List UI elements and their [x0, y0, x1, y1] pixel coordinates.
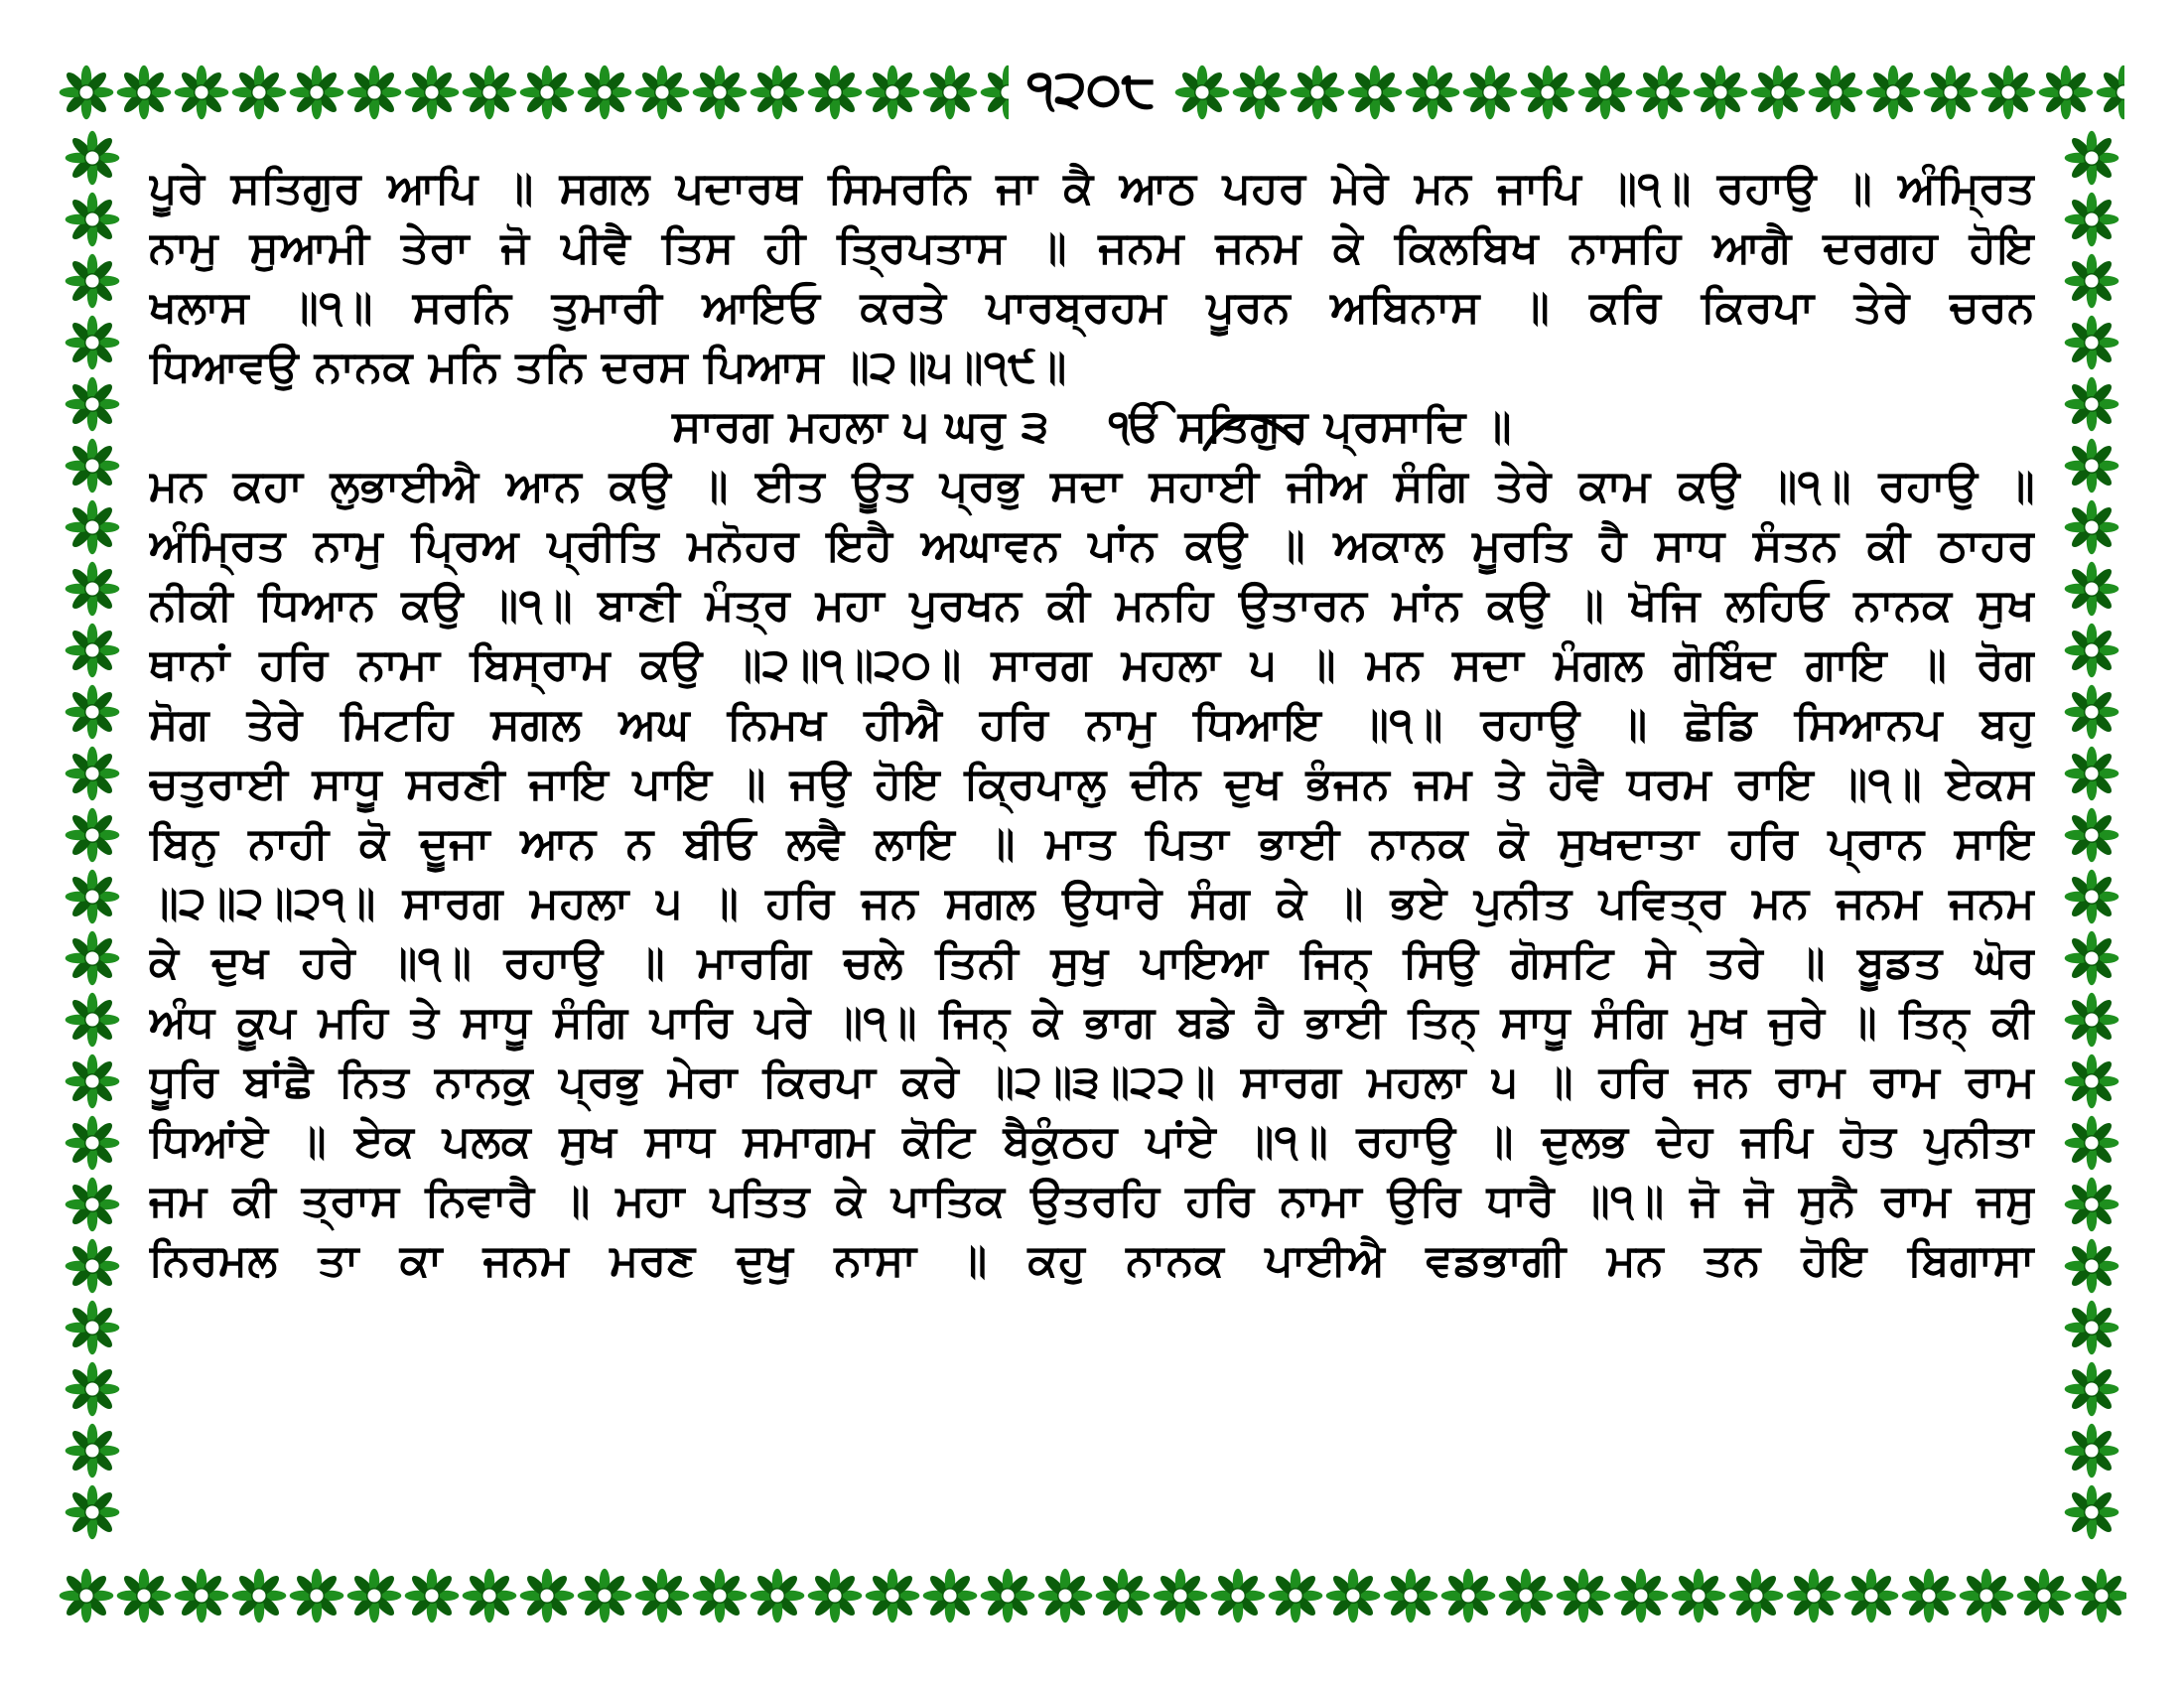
flower-icon — [808, 1569, 863, 1623]
flower-icon — [1924, 66, 1979, 120]
flower-icon — [2065, 685, 2119, 740]
flower-icon — [1233, 66, 1288, 120]
flower-icon — [2065, 931, 2119, 986]
flower-icon — [175, 66, 229, 120]
flower-icon — [2075, 1569, 2126, 1623]
text-line: ਖਲਾਸ ॥੧॥ ਸਰਨਿ ਤੁਮਾਰੀ ਆਇਓ ਕਰਤੇ ਪਾਰਬ੍ਰਹਮ ਪੂਰਨ ਅਬਿਨਾਸ ॥ ਕਰਿ ਕਿਰਪਾ ਤੇਰੇ ਚਰਨ — [149, 282, 2035, 333]
flower-icon — [2065, 562, 2119, 617]
left-floral-border — [58, 127, 127, 1561]
flower-icon — [1557, 1569, 1611, 1623]
flower-icon — [1981, 66, 2036, 120]
flower-icon — [2065, 254, 2119, 309]
top-left-floral-border — [58, 58, 1009, 127]
flower-icon — [1463, 66, 1518, 120]
flower-icon — [2065, 747, 2119, 801]
page-number: ੧੨੦੮ — [1026, 60, 1156, 119]
text-line: ਅੰਮ੍ਰਿਤ ਨਾਮੁ ਪ੍ਰਿਅ ਪ੍ਰੀਤਿ ਮਨੋਹਰ ਇਹੈ ਅਘਾਵਨ ਪਾਂਨ ਕਉ ॥ ਅਕਾਲ ਮੂਰਤਿ ਹੈ ਸਾਧ ਸੰਤਨ ਕੀ ਠਾਹਰ — [149, 520, 2035, 571]
text-line: ਧਿਆਵਉ ਨਾਨਕ ਮਨਿ ਤਨਿ ਦਰਸ ਪਿਆਸ ॥੨॥੫॥੧੯॥ — [149, 342, 1067, 392]
flower-icon — [66, 562, 120, 617]
text-line: ਨਾਮੁ ਸੁਆਮੀ ਤੇਰਾ ਜੋ ਪੀਵੈ ਤਿਸ ਹੀ ਤ੍ਰਿਪਤਾਸ ॥ ਜਨਮ ਜਨਮ ਕੇ ਕਿਲਬਿਖ ਨਾਸਹਿ ਆਗੈ ਦਰਗਹ ਹੋਇ — [149, 222, 2035, 273]
flower-icon — [520, 1569, 575, 1623]
scripture-text — [149, 159, 2035, 1291]
flower-icon — [2065, 377, 2119, 432]
flower-icon — [405, 1569, 460, 1623]
text-line: ਥਾਨਾਂ ਹਰਿ ਨਾਮਾ ਬਿਸ੍ਰਾਮ ਕਉ ॥੨॥੧॥੨੦॥ ਸਾਰਗ ਮਹਲਾ ੫ ॥ ਮਨ ਸਦਾ ਮੰਗਲ ਗੋਬਿੰਦ ਗਾਇ ॥ ਰੋਗ — [149, 639, 2035, 690]
flower-icon — [693, 1569, 748, 1623]
right-floral-border — [2057, 127, 2126, 1561]
flower-icon — [1175, 66, 1230, 120]
text-line: ਨੀਕੀ ਧਿਆਨ ਕਉ ॥੧॥ ਬਾਣੀ ਮੰਤ੍ਰ ਮਹਾ ਪੁਰਖਨ ਕੀ ਮਨਹਿ ਉਤਾਰਨ ਮਾਂਨ ਕਉ ॥ ਖੋਜਿ ਲਹਿਓ ਨਾਨਕ ਸੁਖ — [149, 580, 2035, 631]
text-line: ਪੂਰੇ ਸਤਿਗੁਰ ਆਪਿ ॥ ਸਗਲ ਪਦਾਰਥ ਸਿਮਰਨਿ ਜਾ ਕੈ ਆਠ ਪਹਰ ਮੇਰੇ ਮਨ ਜਾਪਿ ॥੧॥ ਰਹਾਉ ॥ ਅੰਮ੍ਰਿਤ — [149, 163, 2035, 213]
flower-icon — [2065, 1424, 2119, 1478]
flower-icon — [866, 66, 920, 120]
flower-icon — [2065, 1055, 2119, 1109]
flower-icon — [2017, 1569, 2072, 1623]
flower-icon — [2065, 1301, 2119, 1355]
flower-icon — [1269, 1569, 1323, 1623]
flower-icon — [2065, 500, 2119, 555]
flower-icon — [1038, 1569, 1093, 1623]
flower-icon — [66, 193, 120, 247]
flower-icon — [1809, 66, 1863, 120]
flower-icon — [751, 66, 805, 120]
flower-icon — [66, 500, 120, 555]
flower-icon — [117, 1569, 172, 1623]
flower-icon — [635, 1569, 690, 1623]
flower-icon — [1291, 66, 1345, 120]
flower-icon — [66, 870, 120, 924]
raag-heading: ਸਾਰਗ ਮਹਲਾ ੫ ਘਰੁ ੩ — [672, 401, 1049, 452]
flower-icon — [66, 1055, 120, 1109]
flower-icon — [66, 685, 120, 740]
flower-icon — [923, 66, 978, 120]
flower-icon — [1866, 66, 1921, 120]
flower-icon — [405, 66, 460, 120]
flower-icon — [66, 316, 120, 370]
flower-icon — [2039, 66, 2094, 120]
text-line: ਧਿਆਂਏ ॥ ਏਕ ਪਲਕ ਸੁਖ ਸਾਧ ਸਮਾਗਮ ਕੋਟਿ ਬੈਕੁੰਠਹ ਪਾਂਏ ॥੧॥ ਰਹਾਉ ॥ ਦੁਲਭ ਦੇਹ ਜਪਿ ਹੋਤ ਪੁਨੀਤਾ — [149, 1116, 2035, 1167]
flower-icon — [1694, 66, 1748, 120]
flower-icon — [866, 1569, 920, 1623]
ik-onkar-arc-mark — [1201, 397, 1310, 453]
flower-icon — [290, 1569, 344, 1623]
flower-icon — [578, 66, 632, 120]
flower-icon — [66, 377, 120, 432]
mool-mantar-heading: ੴ ਸਤਿਗੁਰ ਪ੍ਰਸਾਦਿ ॥ — [1108, 401, 1512, 452]
text-line: ਨਿਰਮਲ ਤਾ ਕਾ ਜਨਮ ਮਰਣ ਦੁਖੁ ਨਾਸਾ ॥ ਕਹੁ ਨਾਨਕ ਪਾਈਐ ਵਡਭਾਗੀ ਮਨ ਤਨ ਹੋਇ ਬਿਗਾਸਾ — [149, 1235, 2035, 1286]
flower-icon — [2065, 1485, 2119, 1540]
flower-icon — [1096, 1569, 1151, 1623]
flower-icon — [1521, 66, 1575, 120]
flower-icon — [693, 66, 748, 120]
text-line: ਬਿਨੁ ਨਾਹੀ ਕੋ ਦੂਜਾ ਆਨ ਨ ਬੀਓ ਲਵੈ ਲਾਇ ॥ ਮਾਤ ਪਿਤਾ ਭਾਈ ਨਾਨਕ ਕੋ ਸੁਖਦਾਤਾ ਹਰਿ ਪ੍ਰਾਨ ਸਾਇ — [149, 818, 2035, 869]
bottom-floral-border — [58, 1561, 2126, 1630]
flower-icon — [2065, 808, 2119, 863]
flower-icon — [175, 1569, 229, 1623]
flower-icon — [2065, 624, 2119, 678]
flower-icon — [2097, 66, 2124, 120]
flower-icon — [2065, 1362, 2119, 1417]
flower-icon — [2065, 993, 2119, 1048]
flower-icon — [232, 66, 287, 120]
text-line: ਅੰਧ ਕੂਪ ਮਹਿ ਤੇ ਸਾਧੂ ਸੰਗਿ ਪਾਰਿ ਪਰੇ ॥੧॥ ਜਿਨ੍ ਕੇ ਭਾਗ ਬਡੇ ਹੈ ਭਾਈ ਤਿਨ੍ ਸਾਧੂ ਸੰਗਿ ਮੁਖ ਜੁਰੇ ॥ ਤਿਨ੍ ਕੀ — [149, 997, 2035, 1048]
flower-icon — [1787, 1569, 1842, 1623]
flower-icon — [66, 1239, 120, 1294]
flower-icon — [1614, 1569, 1669, 1623]
flower-icon — [66, 624, 120, 678]
flower-icon — [1441, 1569, 1496, 1623]
text-line: ਸੋਗ ਤੇਰੇ ਮਿਟਹਿ ਸਗਲ ਅਘ ਨਿਮਖ ਹੀਐ ਹਰਿ ਨਾਮੁ ਧਿਆਇ ॥੧॥ ਰਹਾਉ ॥ ਛੋਡਿ ਸਿਆਨਪ ਬਹੁ — [149, 699, 2035, 750]
flower-icon — [66, 254, 120, 309]
flower-icon — [66, 808, 120, 863]
flower-icon — [347, 1569, 402, 1623]
flower-icon — [66, 747, 120, 801]
text-line: ਜਮ ਕੀ ਤ੍ਰਾਸ ਨਿਵਾਰੈ ॥ ਮਹਾ ਪਤਿਤ ਕੇ ਪਾਤਿਕ ਉਤਰਹਿ ਹਰਿ ਨਾਮਾ ਉਰਿ ਧਾਰੈ ॥੧॥ ਜੋ ਜੋ ਸੁਨੈ ਰਾਮ ਜਸੁ — [149, 1176, 2035, 1226]
flower-icon — [578, 1569, 632, 1623]
flower-icon — [1902, 1569, 1957, 1623]
flower-icon — [66, 1301, 120, 1355]
flower-icon — [1499, 1569, 1554, 1623]
flower-icon — [347, 66, 402, 120]
flower-icon — [463, 1569, 517, 1623]
flower-icon — [117, 66, 172, 120]
flower-icon — [981, 66, 1009, 120]
text-line: ਮਨ ਕਹਾ ਲੁਭਾਈਐ ਆਨ ਕਉ ॥ ਈਤ ਊਤ ਪ੍ਰਭੁ ਸਦਾ ਸਹਾਈ ਜੀਅ ਸੰਗਿ ਤੇਰੇ ਕਾਮ ਕਉ ॥੧॥ ਰਹਾਉ ॥ — [149, 461, 2035, 511]
flower-icon — [923, 1569, 978, 1623]
top-right-floral-border — [1173, 58, 2124, 127]
flower-icon — [2065, 1178, 2119, 1232]
flower-icon — [2065, 439, 2119, 493]
flower-icon — [520, 66, 575, 120]
flower-icon — [2065, 870, 2119, 924]
flower-icon — [2065, 316, 2119, 370]
flower-icon — [2065, 193, 2119, 247]
flower-icon — [232, 1569, 287, 1623]
flower-icon — [1729, 1569, 1784, 1623]
text-line: ਚਤੁਰਾਈ ਸਾਧੂ ਸਰਣੀ ਜਾਇ ਪਾਇ ॥ ਜਉ ਹੋਇ ਕ੍ਰਿਪਾਲੁ ਦੀਨ ਦੁਖ ਭੰਜਨ ਜਮ ਤੇ ਹੋਵੈ ਧਰਮ ਰਾਇ ॥੧॥ ਏਕਸ — [149, 759, 2035, 809]
flower-icon — [808, 66, 863, 120]
flower-icon — [635, 66, 690, 120]
flower-icon — [1672, 1569, 1726, 1623]
flower-icon — [2065, 1239, 2119, 1294]
flower-icon — [66, 993, 120, 1048]
text-line: ਧੂਰਿ ਬਾਂਛੈ ਨਿਤ ਨਾਨਕੁ ਪ੍ਰਭੁ ਮੇਰਾ ਕਿਰਪਾ ਕਰੇ ॥੨॥੩॥੨੨॥ ਸਾਰਗ ਮਹਲਾ ੫ ॥ ਹਰਿ ਜਨ ਰਾਮ ਰਾਮ ਰਾਮ — [149, 1056, 2035, 1107]
flower-icon — [66, 1178, 120, 1232]
text-line: ॥੨॥੨॥੨੧॥ ਸਾਰਗ ਮਹਲਾ ੫ ॥ ਹਰਿ ਜਨ ਸਗਲ ਉਧਾਰੇ ਸੰਗ ਕੇ ॥ ਭਏ ਪੁਨੀਤ ਪਵਿਤ੍ਰ ਮਨ ਜਨਮ ਜਨਮ — [149, 878, 2035, 928]
flower-icon — [1578, 66, 1633, 120]
flower-icon — [66, 1485, 120, 1540]
flower-icon — [66, 1424, 120, 1478]
flower-icon — [66, 931, 120, 986]
flower-icon — [66, 439, 120, 493]
flower-icon — [1154, 1569, 1208, 1623]
flower-icon — [1960, 1569, 2014, 1623]
text-line: ਕੇ ਦੁਖ ਹਰੇ ॥੧॥ ਰਹਾਉ ॥ ਮਾਰਗਿ ਚਲੇ ਤਿਨੀ ਸੁਖੁ ਪਾਇਆ ਜਿਨ੍ ਸਿਉ ਗੋਸਟਿ ਸੇ ਤਰੇ ॥ ਬੂਡਤ ਘੋਰ — [149, 937, 2035, 988]
flower-icon — [2065, 131, 2119, 186]
flower-icon — [1326, 1569, 1381, 1623]
flower-icon — [1844, 1569, 1899, 1623]
flower-icon — [66, 131, 120, 186]
flower-icon — [751, 1569, 805, 1623]
flower-icon — [290, 66, 344, 120]
flower-icon — [66, 1116, 120, 1171]
flower-icon — [66, 1362, 120, 1417]
flower-icon — [60, 1569, 114, 1623]
flower-icon — [463, 66, 517, 120]
flower-icon — [60, 66, 114, 120]
flower-icon — [1636, 66, 1691, 120]
flower-icon — [2065, 1116, 2119, 1171]
flower-icon — [981, 1569, 1035, 1623]
shabad-header — [149, 397, 2035, 457]
flower-icon — [1348, 66, 1403, 120]
flower-icon — [1211, 1569, 1266, 1623]
flower-icon — [1751, 66, 1806, 120]
flower-icon — [1384, 1569, 1438, 1623]
flower-icon — [1406, 66, 1460, 120]
